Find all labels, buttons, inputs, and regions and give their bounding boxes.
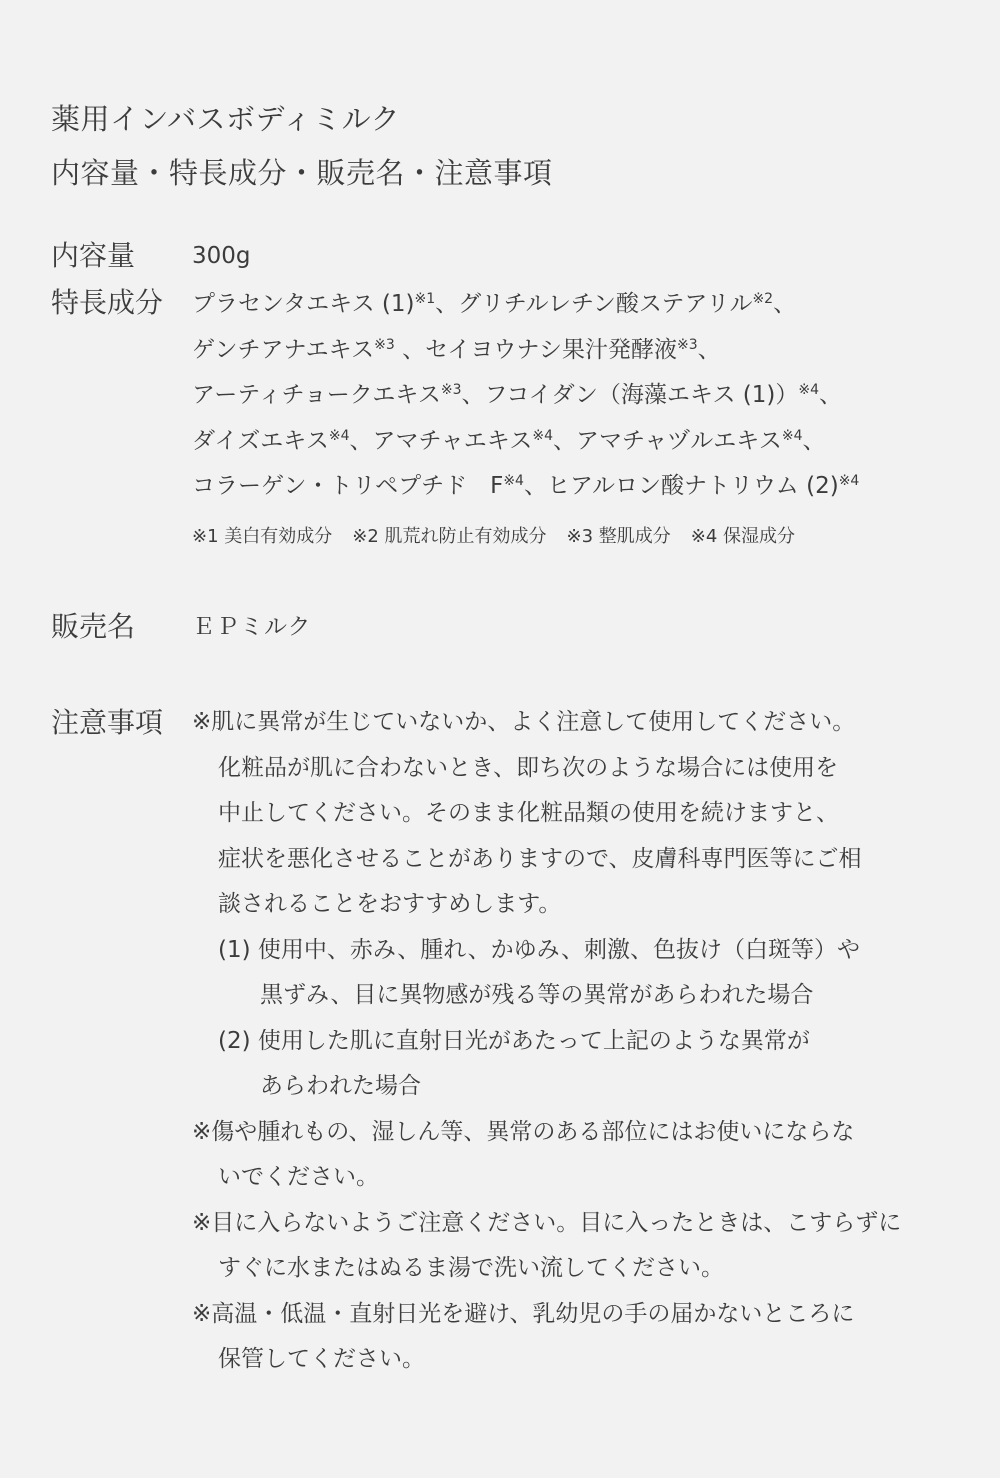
footnote-item: ※4 保湿成分 [690, 526, 796, 547]
ingredient-text: 、ヒアルロン酸ナトリウム (2) [523, 473, 839, 499]
footnote-item: ※3 整肌成分 [566, 526, 671, 547]
caution-line: ※肌に異常が生じていないか、よく注意して使用してください。 [192, 709, 856, 735]
footnote-item: ※1 美白有効成分 [192, 526, 333, 547]
caution-line: 黒ずみ、目に異物感が残る等の異常があらわれた場合 [260, 982, 814, 1008]
capacity-label: 内容量 [51, 239, 136, 272]
caution-line: 化粧品が肌に合わないとき、即ち次のような場合には使用を [218, 754, 839, 781]
ingredient-text: 、セイヨウナシ果汁発酵液 [394, 336, 677, 363]
ingredient-text: 、アマチャエキス [349, 427, 533, 454]
ingredient-note-marker: ※4 [532, 427, 553, 444]
ingredient-line [192, 373, 859, 419]
ingredient-note-marker: ※3 [676, 336, 698, 353]
caution-line: ※傷や腫れもの、湿しん等、異常のある部位にはお使いにならな [192, 1118, 855, 1145]
ingredient-note-marker: ※1 [414, 291, 436, 307]
page-heading [51, 92, 553, 200]
ingredient-text: アーティチョークエキス [192, 382, 441, 408]
ingredient-text: ダイズエキス [192, 427, 329, 454]
ingredient-text: 、 [818, 382, 842, 408]
ingredients-list [192, 282, 859, 510]
caution-line: (2) 使用した肌に直射日光があたって上記のような異常が [218, 1027, 810, 1054]
ingredient-text: コラーゲン・トリペプチド F [192, 473, 504, 499]
caution-line: ※目に入らないようご注意ください。目に入ったときは、こすらずに [192, 1209, 902, 1236]
ingredient-line [192, 328, 859, 374]
product-name-value: ＥＰミルク [192, 614, 312, 640]
caution-line: (1) 使用中、赤み、腫れ、かゆみ、刺激、色抜け（白斑等）や [218, 936, 861, 963]
ingredient-note-marker: ※4 [328, 427, 350, 444]
section-title: 内容量・特長成分・販売名・注意事項 [51, 156, 553, 190]
footnote-item: ※2 肌荒れ防止有効成分 [352, 526, 547, 547]
ingredient-line [192, 419, 859, 465]
ingredient-text: 、 [697, 336, 721, 363]
caution-line: あらわれた場合 [260, 1073, 421, 1099]
ingredient-note-marker: ※3 [374, 336, 395, 353]
capacity-value: 300g [192, 243, 251, 269]
ingredient-text: 、 [773, 291, 797, 317]
ingredient-note-marker: ※3 [440, 382, 462, 398]
ingredient-note-marker: ※4 [798, 382, 819, 398]
caution-line: 保管してください。 [218, 1346, 425, 1372]
ingredient-text: 、アマチャヅルエキス [553, 427, 782, 454]
ingredient-note-marker: ※4 [838, 473, 860, 489]
ingredient-line [192, 464, 859, 510]
caution-label: 注意事項 [51, 706, 164, 739]
caution-line: ※高温・低温・直射日光を避け、乳幼児の手の届かないところに [192, 1300, 855, 1327]
ingredients-footnotes [192, 521, 815, 553]
ingredient-text: 、グリチルレチン酸ステアリル [435, 291, 753, 317]
caution-line: いでください。 [218, 1164, 379, 1190]
ingredient-note-marker: ※2 [752, 291, 774, 307]
ingredient-note-marker: ※4 [781, 427, 803, 444]
product-title: 薬用インバスボディミルク [51, 102, 401, 136]
product-name-label: 販売名 [51, 610, 136, 643]
ingredient-text: 、 [802, 427, 826, 454]
caution-line: すぐに水またはぬるま湯で洗い流してください。 [218, 1255, 724, 1281]
ingredient-text: ゲンチアナエキス [192, 336, 375, 363]
ingredient-note-marker: ※4 [503, 473, 524, 489]
ingredients-label: 特長成分 [51, 286, 164, 319]
ingredient-line [192, 282, 859, 328]
ingredient-text: 、フコイダン（海藻エキス (1)） [461, 382, 799, 408]
caution-line: 症状を悪化させることがありますので、皮膚科専門医等にご相 [218, 845, 862, 872]
caution-line: 中止してください。そのまま化粧品類の使用を続けますと、 [218, 800, 839, 826]
caution-text [192, 700, 962, 1383]
ingredient-text: プラセンタエキス (1) [192, 291, 415, 317]
caution-line: 談されることをおすすめします。 [218, 891, 562, 917]
